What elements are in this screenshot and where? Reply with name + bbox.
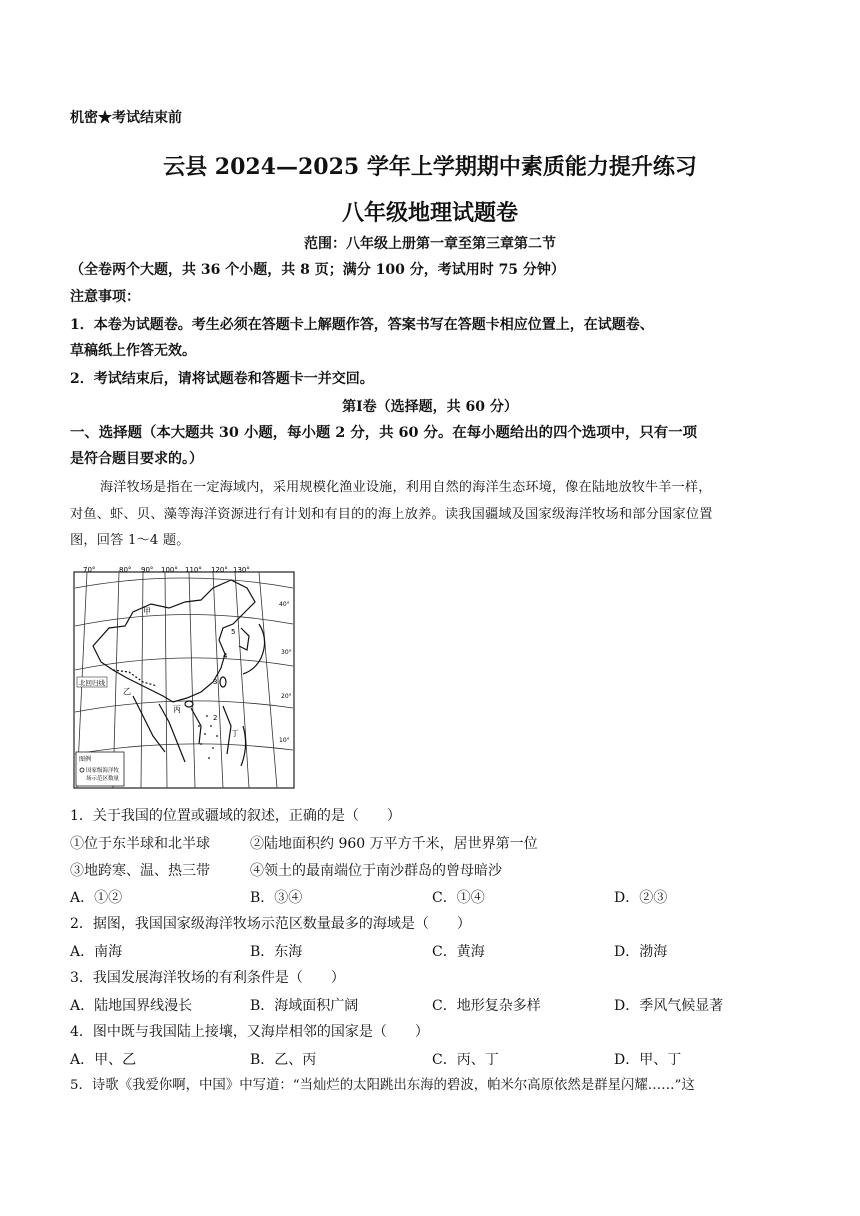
country-label: 丙 xyxy=(173,705,181,714)
q2-option-d[interactable]: D．渤海 xyxy=(614,944,668,960)
note-1: 1．本卷为试题卷。考生必须在答题卡上解题作答，答案书写在答题卡相应位置上，在试题卷、 xyxy=(70,317,654,333)
lat-label: 30° xyxy=(281,649,292,656)
legend-title: 图例 xyxy=(79,756,92,763)
lon-label: 90° xyxy=(141,566,154,574)
lon-label: 70° xyxy=(83,566,96,574)
confidential-mark: 机密★考试结束前 xyxy=(70,110,182,126)
q2-option-b[interactable]: B．东海 xyxy=(250,944,303,960)
svg-text:5: 5 xyxy=(231,628,236,636)
q2-option-a[interactable]: A．南海 xyxy=(70,944,123,960)
q1-statement-2: ②陆地面积约 960 万平方千米，居世界第一位 xyxy=(250,836,538,852)
q3-option-c[interactable]: C．地形复杂多样 xyxy=(432,998,541,1014)
lat-label: 20° xyxy=(281,693,292,700)
exam-subtitle: 八年级地理试题卷 xyxy=(341,200,518,226)
svg-text:4: 4 xyxy=(223,652,228,660)
part1-heading: 第Ⅰ卷（选择题，共 60 分） xyxy=(342,399,518,415)
legend-text: 国家级海洋牧 xyxy=(86,768,120,774)
lon-label: 110° xyxy=(185,566,202,574)
legend-text: 场示范区数量 xyxy=(86,776,120,782)
question-3-stem: 3．我国发展海洋牧场的有利条件是（ ） xyxy=(70,970,345,986)
exam-title: 云县 2024—2025 学年上学期期中素质能力提升练习 xyxy=(163,154,697,180)
q1-option-a[interactable]: A．①② xyxy=(70,890,123,906)
exam-scope: 范围：八年级上册第一章至第三章第二节 xyxy=(304,236,556,252)
lat-label: 40° xyxy=(279,601,290,608)
note-1-cont: 草稿纸上作答无效。 xyxy=(70,343,196,359)
q4-option-d[interactable]: D．甲、丁 xyxy=(614,1052,682,1068)
svg-text:2: 2 xyxy=(213,714,218,722)
svg-text:3: 3 xyxy=(213,678,218,686)
lon-label: 130° xyxy=(233,566,250,574)
q4-option-a[interactable]: A．甲、乙 xyxy=(70,1052,137,1068)
question-2-stem: 2．据图，我国国家级海洋牧场示范区数量最多的海域是（ ） xyxy=(70,916,471,932)
passage-line-3: 图，回答 1～4 题。 xyxy=(70,533,190,548)
lat-label: 10° xyxy=(279,737,290,744)
q3-option-a[interactable]: A．陆地国界线漫长 xyxy=(70,998,193,1014)
tropic-label: 北回归线 xyxy=(79,679,105,687)
country-label: 甲 xyxy=(143,607,151,616)
country-label: 乙 xyxy=(123,687,131,696)
lon-label: 80° xyxy=(119,566,132,574)
question-1-stem: 1．关于我国的位置或疆域的叙述，正确的是（ ） xyxy=(70,808,401,824)
q4-option-b[interactable]: B．乙、丙 xyxy=(250,1052,317,1068)
exam-info: （全卷两个大题，共 36 个小题，共 8 页；满分 100 分，考试用时 75 分钟） xyxy=(70,262,565,278)
question-4-stem: 4．图中既与我国陆上接壤，又海岸相邻的国家是（ ） xyxy=(70,1024,429,1040)
section-title-cont: 是符合题目要求的。） xyxy=(70,451,203,467)
china-territory-map xyxy=(73,566,295,789)
q1-option-d[interactable]: D．②③ xyxy=(614,890,668,906)
q1-statement-4: ④领土的最南端位于南沙群岛的曾母暗沙 xyxy=(250,863,502,879)
q2-option-c[interactable]: C．黄海 xyxy=(432,944,485,960)
passage-line-2: 对鱼、虾、贝、藻等海洋资源进行有计划和有目的的海上放养。读我国疆域及国家级海洋牧场和部分国家位置 xyxy=(70,507,713,522)
q3-option-b[interactable]: B．海域面积广阔 xyxy=(250,998,359,1014)
q1-statement-1: ①位于东半球和北半球 xyxy=(70,836,210,852)
question-5-stem: 5．诗歌《我爱你啊，中国》中写道：“当灿烂的太阳跳出东海的碧波，帕米尔高原依然是群星闪耀……”这 xyxy=(70,1078,695,1093)
notes-heading: 注意事项： xyxy=(70,289,140,305)
section-title: 一、选择题（本大题共 30 小题，每小题 2 分，共 60 分。在每小题给出的四个选项中，只有一项 xyxy=(70,424,697,441)
passage-line-1: 海洋牧场是指在一定海域内，采用规模化渔业设施，利用自然的海洋生态环境，像在陆地放牧牛羊一样， xyxy=(100,480,712,495)
q4-option-c[interactable]: C．丙、丁 xyxy=(432,1052,499,1068)
lon-label: 100° xyxy=(161,566,178,574)
note-2: 2．考试结束后，请将试题卷和答题卡一并交回。 xyxy=(70,371,374,387)
q1-statement-3: ③地跨寒、温、热三带 xyxy=(70,863,210,879)
q3-option-d[interactable]: D．季风气候显著 xyxy=(614,998,724,1014)
q1-option-c[interactable]: C．①④ xyxy=(432,890,485,906)
lon-label: 120° xyxy=(211,566,228,574)
country-label: 丁 xyxy=(231,729,239,738)
q1-option-b[interactable]: B．③④ xyxy=(250,890,303,906)
